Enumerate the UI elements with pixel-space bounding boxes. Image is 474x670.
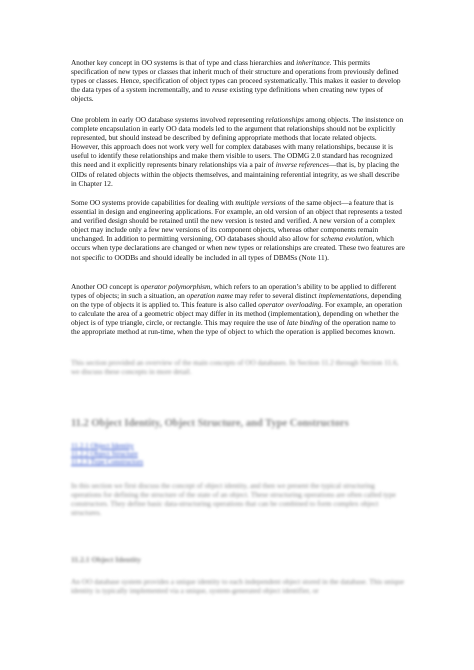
- text-run: One problem in early OO database systems involved representing: [71, 115, 266, 124]
- emphasis: inverse references: [275, 160, 329, 170]
- text-run: may refer to several distinct: [232, 291, 319, 301]
- emphasis: schema evolution,: [321, 234, 375, 244]
- heading-text: 11.2.1 Object Identity: [71, 555, 142, 564]
- emphasis: implementations,: [318, 291, 370, 301]
- paragraph-polymorphism-cont: [71, 328, 405, 347]
- emphasis: relationships: [265, 115, 304, 124]
- paragraph-relationships: [71, 115, 405, 188]
- text-run: of the operation name to the appropriate method at run-time, when the type of object to which the operation is applied becomes known.: [71, 318, 396, 337]
- text-run: For example, an operation to calculate the area of a geometric object may differ in its method (implementation), depending on whether the object is of type triangle, circle, or rectangle. This may require the use of: [71, 300, 403, 328]
- emphasis: operator polymorphism,: [140, 282, 213, 291]
- emphasis: operator overloading.: [258, 300, 324, 310]
- text-run: depending on the type of objects it is applied to. This feature is also called: [71, 291, 402, 310]
- heading-text: 11.2 Object Identity, Object Structure, and Type Constructors: [71, 418, 349, 429]
- toc-link[interactable]: 11.2.1 Object Identity: [71, 442, 134, 450]
- paragraph-text: This section provided an overview of the main concepts of OO databases. In Section 11.2 through Section 11.6, we discuss these concepts in more detail.: [71, 358, 399, 377]
- toc-links: [71, 442, 405, 467]
- subsection-heading: [71, 555, 405, 564]
- paragraph-text: An OO database system provides a unique identity to each independent object stored in the database. This unique identity is typically implemented via a unique, system-generated object identifier, or: [71, 577, 405, 596]
- paragraph-versions: [71, 198, 405, 262]
- text-run: of the same object—a feature that is essential in design and engineering applications. For example, an old version of an object that represents a tested and verified design should be retained until the new version is tested and verified. A new version of a complex object may include only a few new versions of its component objects, whereas other components remain unchanged. In addition to permitting versioning, OO databases should also allow for: [71, 198, 402, 244]
- text-run: This permits specification of new types or classes that inherit much of their structure and operations from previously defined types or classes. Hence, specification of object types can proceed systematically. This makes it easier to develop the data types of a system incrementally, and to: [71, 58, 401, 95]
- text-run: Another OO concept is: [71, 282, 141, 291]
- emphasis: reuse: [212, 85, 228, 95]
- text-run: existing type definitions when creating new types of objects.: [71, 85, 384, 104]
- paragraph-object-identity: [71, 577, 405, 595]
- toc-link[interactable]: 11.2.3 Type Constructors: [71, 458, 144, 467]
- text-run: Some OO systems provide capabilities for dealing with: [71, 198, 236, 207]
- paragraph-overview: [71, 358, 405, 376]
- paragraph-text: In this section we first discuss the concept of object identity, and then we present the typical structuring operations for defining the structure of the state of an object. These structuring operations are often called type constructors. They define basic data-structuring operations that can be combined to form complex object structures.: [71, 481, 396, 518]
- paragraph-inheritance: [71, 58, 405, 103]
- section-heading: [71, 418, 405, 430]
- text-run: which occurs when type declarations are changed or when new types or relationships are created. These two features are not specific to OODBs and should ideally be included in all types of DBMSs (Note 11).: [71, 234, 405, 262]
- paragraph-type-constructors: [71, 481, 405, 517]
- emphasis: late binding: [286, 318, 323, 328]
- text-run: which refers to an operation’s ability to be applied to different types of objects; in such a situation, an: [71, 282, 397, 301]
- emphasis: multiple versions: [235, 198, 286, 207]
- emphasis: inheritance.: [296, 58, 332, 67]
- text-run: Another key concept in OO systems is that of type and class hierarchies and: [71, 58, 297, 67]
- text-run: among objects. The insistence on complete encapsulation in early OO data models led to the argument that relationships should not be explicitly represented, but should instead be described by defining appropriate methods that locate related objects. However, this approach does not work very well for complex databases with many relationships, because it is useful to identify these relationships and make them visible to users. The ODMG 2.0 standard has recognized this need and it explicitly represents binary relationships via a pair of: [71, 115, 404, 170]
- emphasis: operation name: [186, 291, 233, 301]
- text-run: —that is, by placing the OIDs of related objects within the objects themselves, and maintaining referential integrity, as we shall describe in Chapter 12.: [71, 160, 400, 188]
- toc-link[interactable]: 11.2.2 Object Structure: [71, 450, 138, 459]
